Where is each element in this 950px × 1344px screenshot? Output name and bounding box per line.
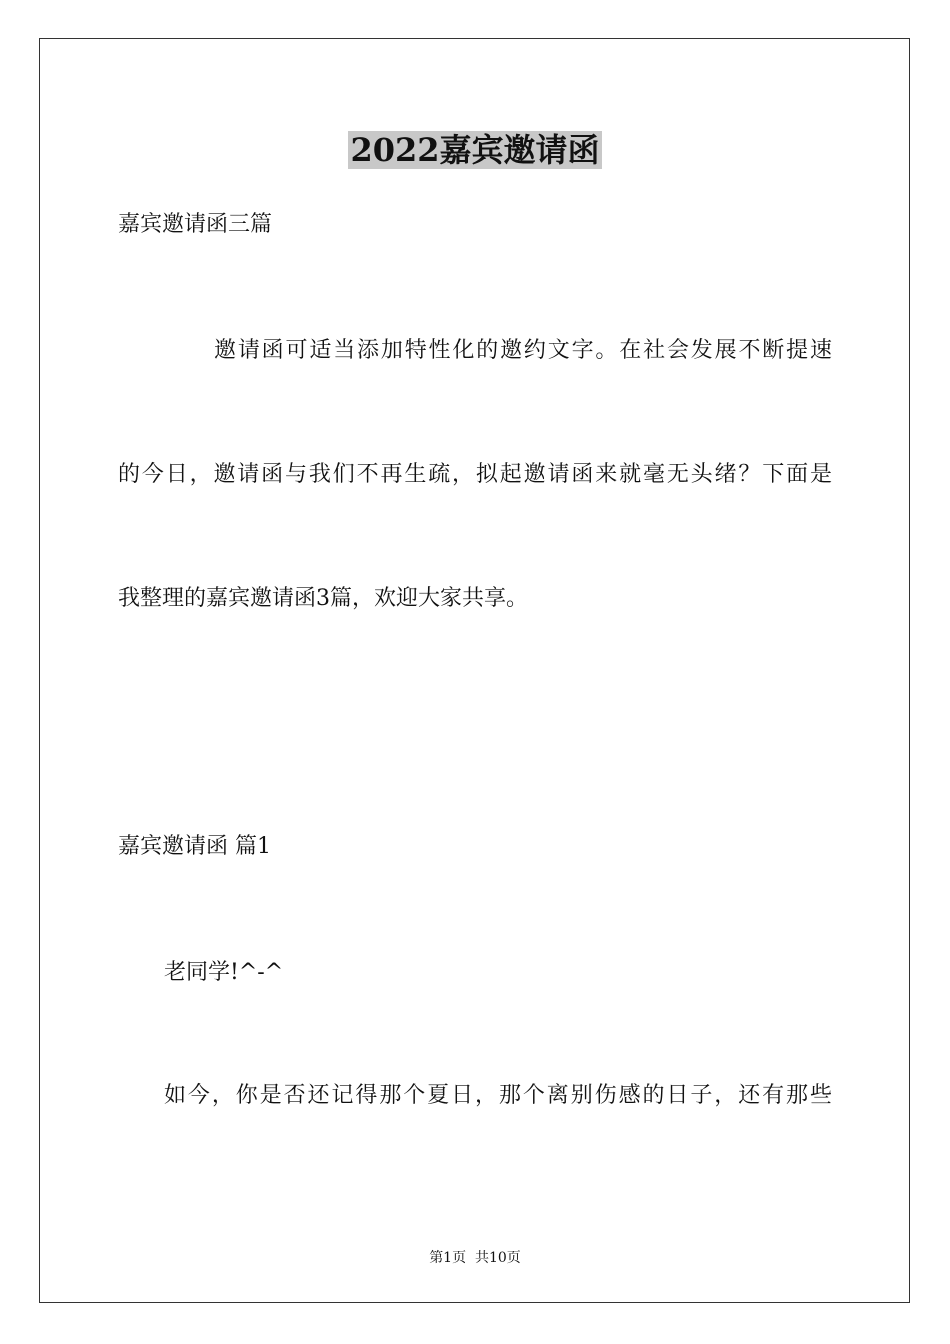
letter-paragraph-line-1: 如今，你是否还记得那个夏日，那个离别伤感的日子，还有那些 — [164, 1083, 832, 1108]
document-title — [0, 128, 950, 172]
document-subtitle: 嘉宾邀请函三篇 — [118, 212, 273, 237]
intro-line-1: 邀请函可适当添加特性化的邀约文字。在社会发展不断提速 — [214, 338, 832, 363]
section-heading: 嘉宾邀请函 篇1 — [118, 834, 271, 859]
page-footer: 第1页 共10页 — [429, 1250, 521, 1266]
letter-greeting: 老同学!^-^ — [164, 960, 284, 985]
intro-line-2: 的今日，邀请函与我们不再生疏，拟起邀请函来就毫无头绪？下面是 — [118, 462, 832, 487]
intro-line-3: 我整理的嘉宾邀请函3篇，欢迎大家共享。 — [118, 586, 528, 611]
document-title-text: 2022嘉宾邀请函 — [350, 131, 600, 169]
